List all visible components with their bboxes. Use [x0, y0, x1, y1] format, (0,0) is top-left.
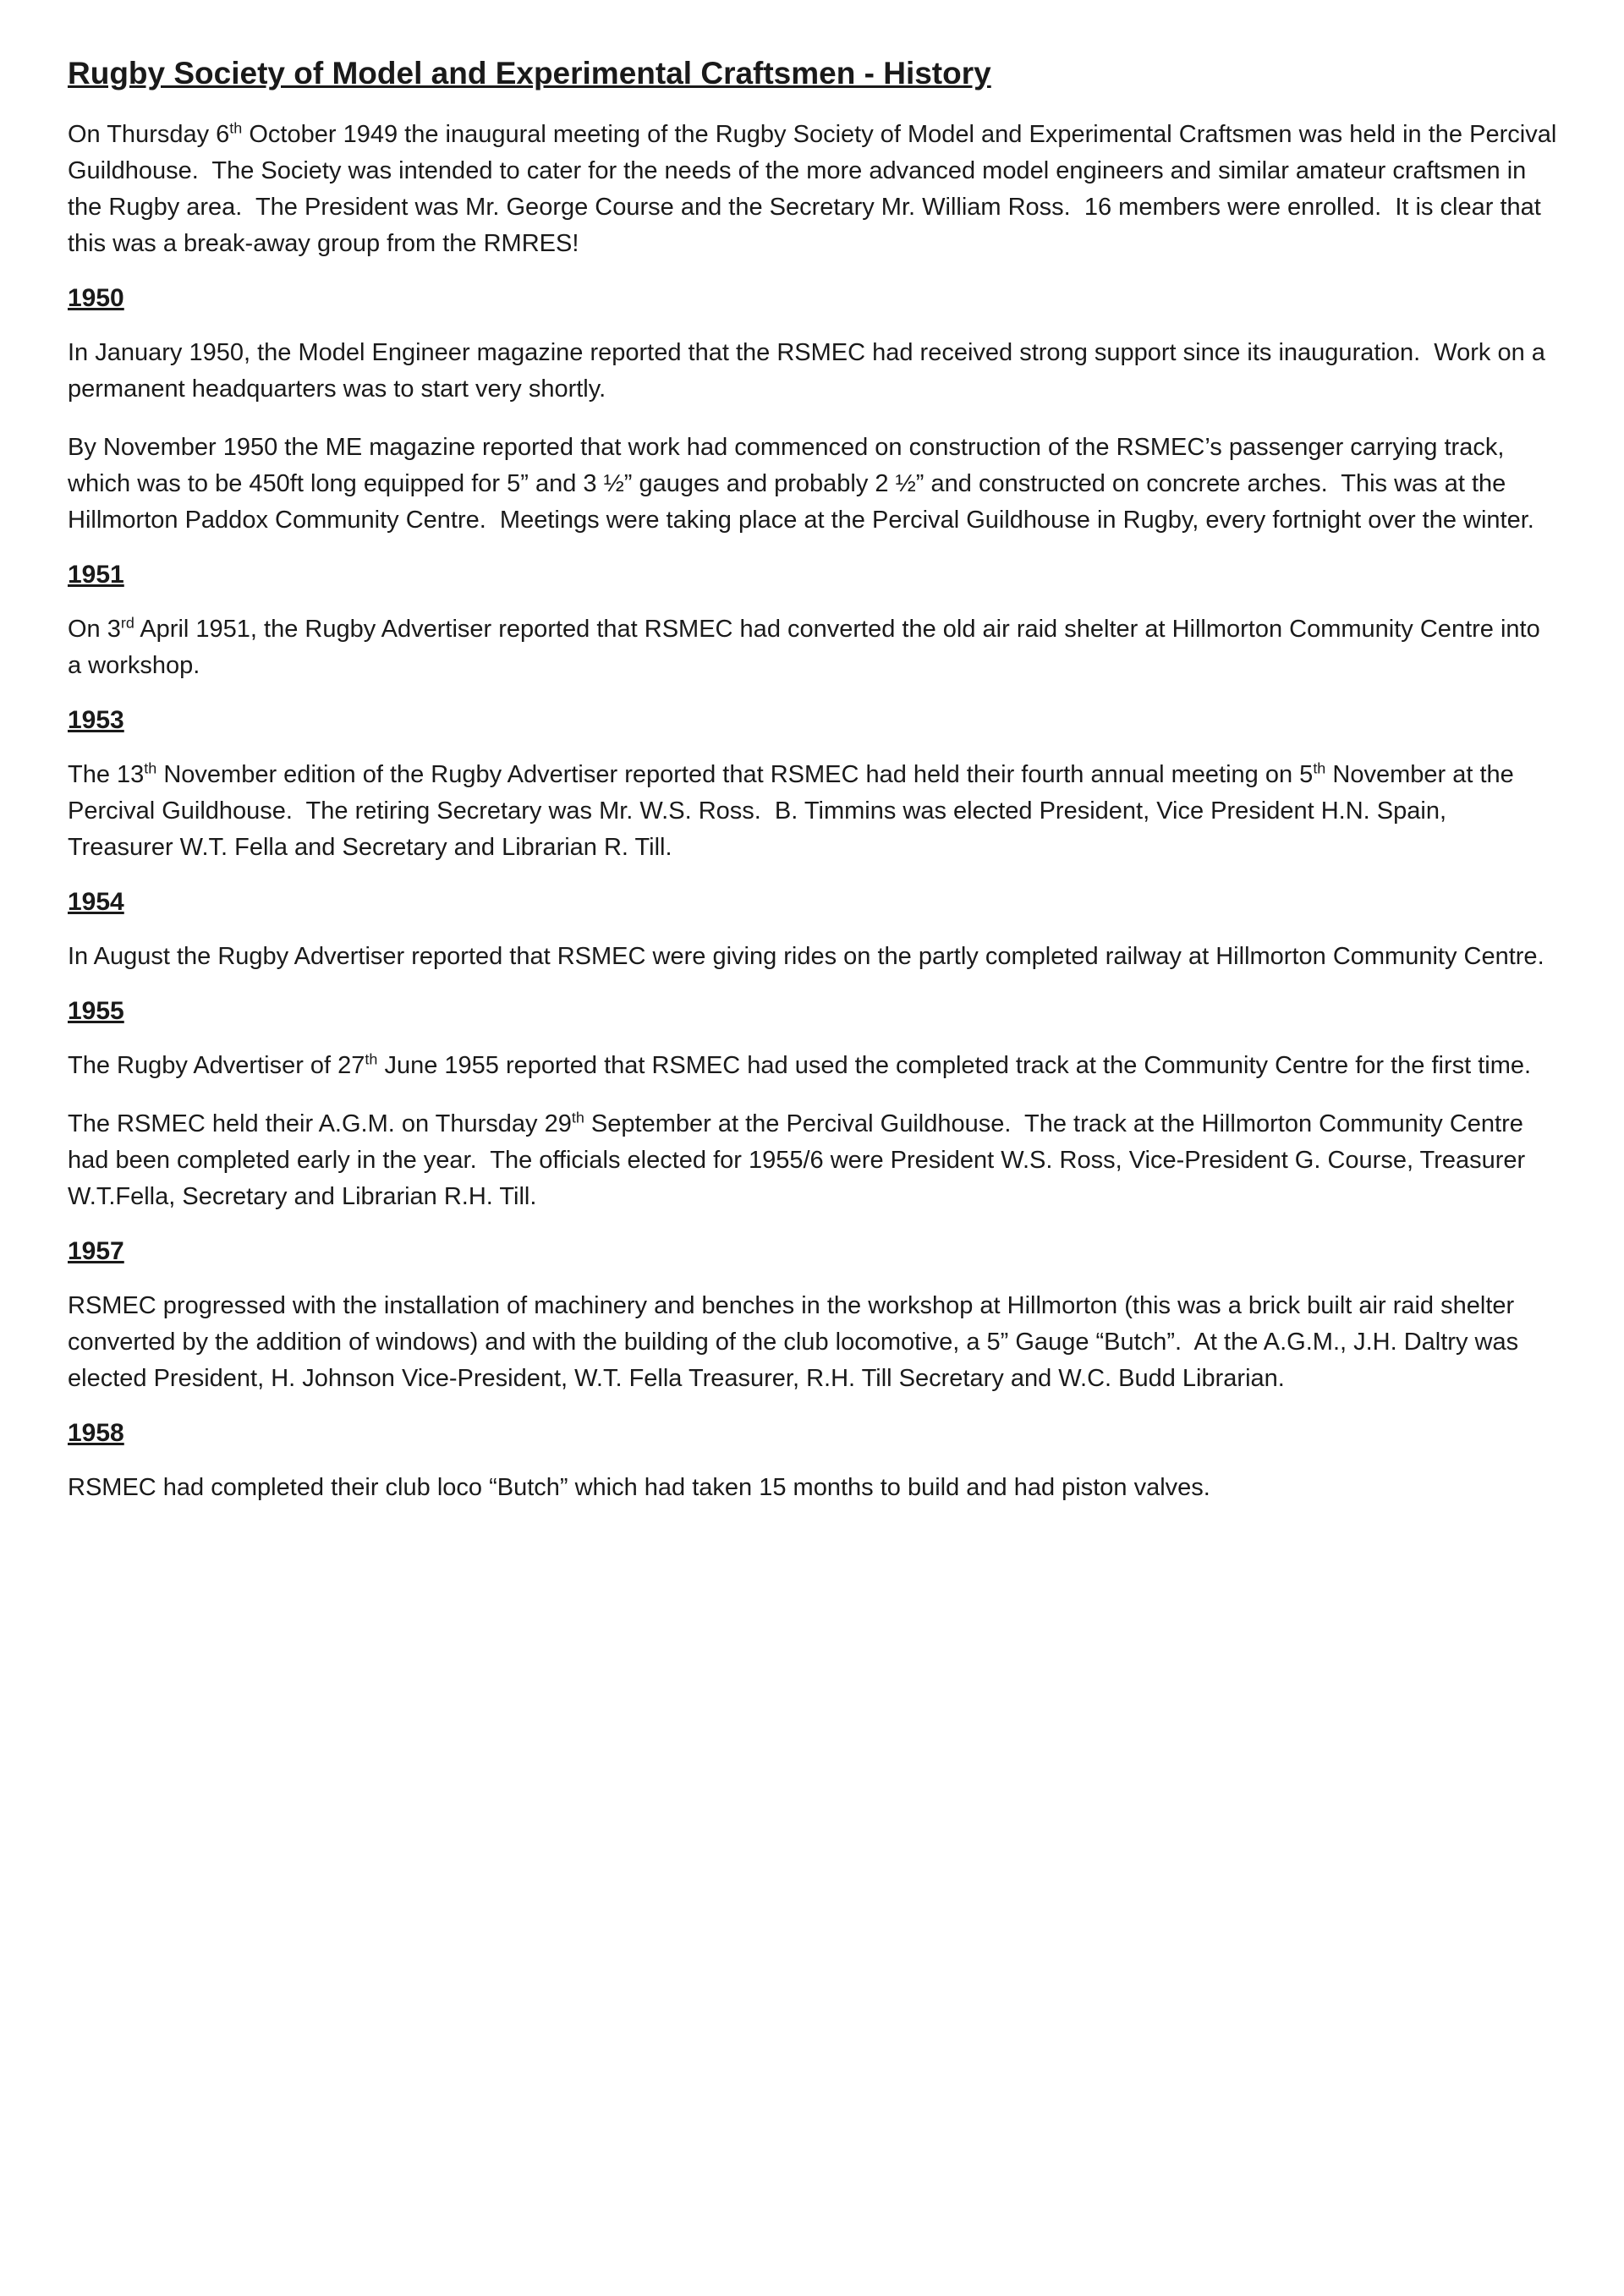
paragraph-1955-1: The Rugby Advertiser of 27th June 1955 reported that RSMEC had used the completed track at the Community Centre for the first time. — [68, 1050, 1532, 1079]
paragraph-1953-1: The 13th November edition of the Rugby Advertiser reported that RSMEC had held their fourth annual meeting on 5th November at the Percival Guildhouse. The retiring Secretary was Mr. W.S. Ross. B. Timmins was elected President, Vice President H.N. Spain, Treasurer W.T. Fella and Secretary and Librarian R. Till. — [68, 759, 1521, 861]
paragraph-1958-1: RSMEC had completed their club loco “Butch” which had taken 15 months to build and had piston valves. — [68, 1474, 1210, 1501]
section-heading-1955: 1955 — [68, 997, 124, 1025]
section-heading-1954: 1954 — [68, 888, 124, 916]
ordinal-superscript: th — [365, 1050, 378, 1068]
ordinal-superscript: th — [571, 1109, 584, 1126]
ordinal-superscript: rd — [120, 614, 134, 632]
paragraph-1957-1: RSMEC progressed with the installation of machinery and benches in the workshop at Hillmorton (this was a brick built air raid shelter converted by the addition of windows) and with the building of the club locomotive, a 5” Gauge “Butch”. At the A.G.M., J.H. Daltry was elected President, H. Johnson Vice-President, W.T. Fella Treasurer, R.H. Till Secretary and W.C. Budd Librarian. — [68, 1292, 1526, 1392]
paragraph-1954-1: In August the Rugby Advertiser reported that RSMEC were giving rides on the partly completed railway at Hillmorton Community Centre. — [68, 943, 1544, 970]
section-heading-1953: 1953 — [68, 706, 124, 734]
paragraph-1950-1: In January 1950, the Model Engineer magazine reported that the RSMEC had received strong support since its inauguration. Work on a permanent headquarters was to start very shortly. — [68, 339, 1552, 403]
paragraph-1951-1: On 3rd April 1951, the Rugby Advertiser reported that RSMEC had converted the old air raid shelter at Hillmorton Community Centre into a workshop. — [68, 614, 1547, 679]
page-title: Rugby Society of Model and Experimental Craftsmen - History — [68, 56, 991, 90]
ordinal-superscript: th — [144, 759, 157, 777]
section-heading-1958: 1958 — [68, 1419, 124, 1447]
paragraph-1950-2: By November 1950 the ME magazine reported that work had commenced on construction of the RSMEC’s passenger carrying track, which was to be 450ft long equipped for 5” and 3 ½” gauges and probably 2 ½” and constructed on concrete arches. This was at the Hillmorton Paddox Community Centre. Meetings were taking place at the Percival Guildhouse in Rugby, every fortnight over the winter. — [68, 434, 1534, 534]
intro-paragraph: On Thursday 6th October 1949 the inaugural meeting of the Rugby Society of Model and Experimental Craftsmen was held in the Percival Guildhouse. The Society was intended to cater for the needs of the more advanced model engineers and similar amateur craftsmen in the Rugby area. The President was Mr. George Course and the Secretary Mr. William Ross. 16 members were enrolled. It is clear that this was a break-away group from the RMRES! — [68, 119, 1564, 257]
section-heading-1951: 1951 — [68, 561, 124, 589]
section-heading-1957: 1957 — [68, 1237, 124, 1265]
section-heading-1950: 1950 — [68, 284, 124, 312]
ordinal-superscript: th — [1313, 759, 1326, 777]
paragraph-1955-2: The RSMEC held their A.G.M. on Thursday 29th September at the Percival Guildhouse. The track at the Hillmorton Community Centre had been completed early in the year. The officials elected for 1955/6 were President W.S. Ross, Vice-President G. Course, Treasurer W.T.Fella, Secretary and Librarian R.H. Till. — [68, 1109, 1533, 1210]
ordinal-superscript: th — [229, 119, 243, 137]
